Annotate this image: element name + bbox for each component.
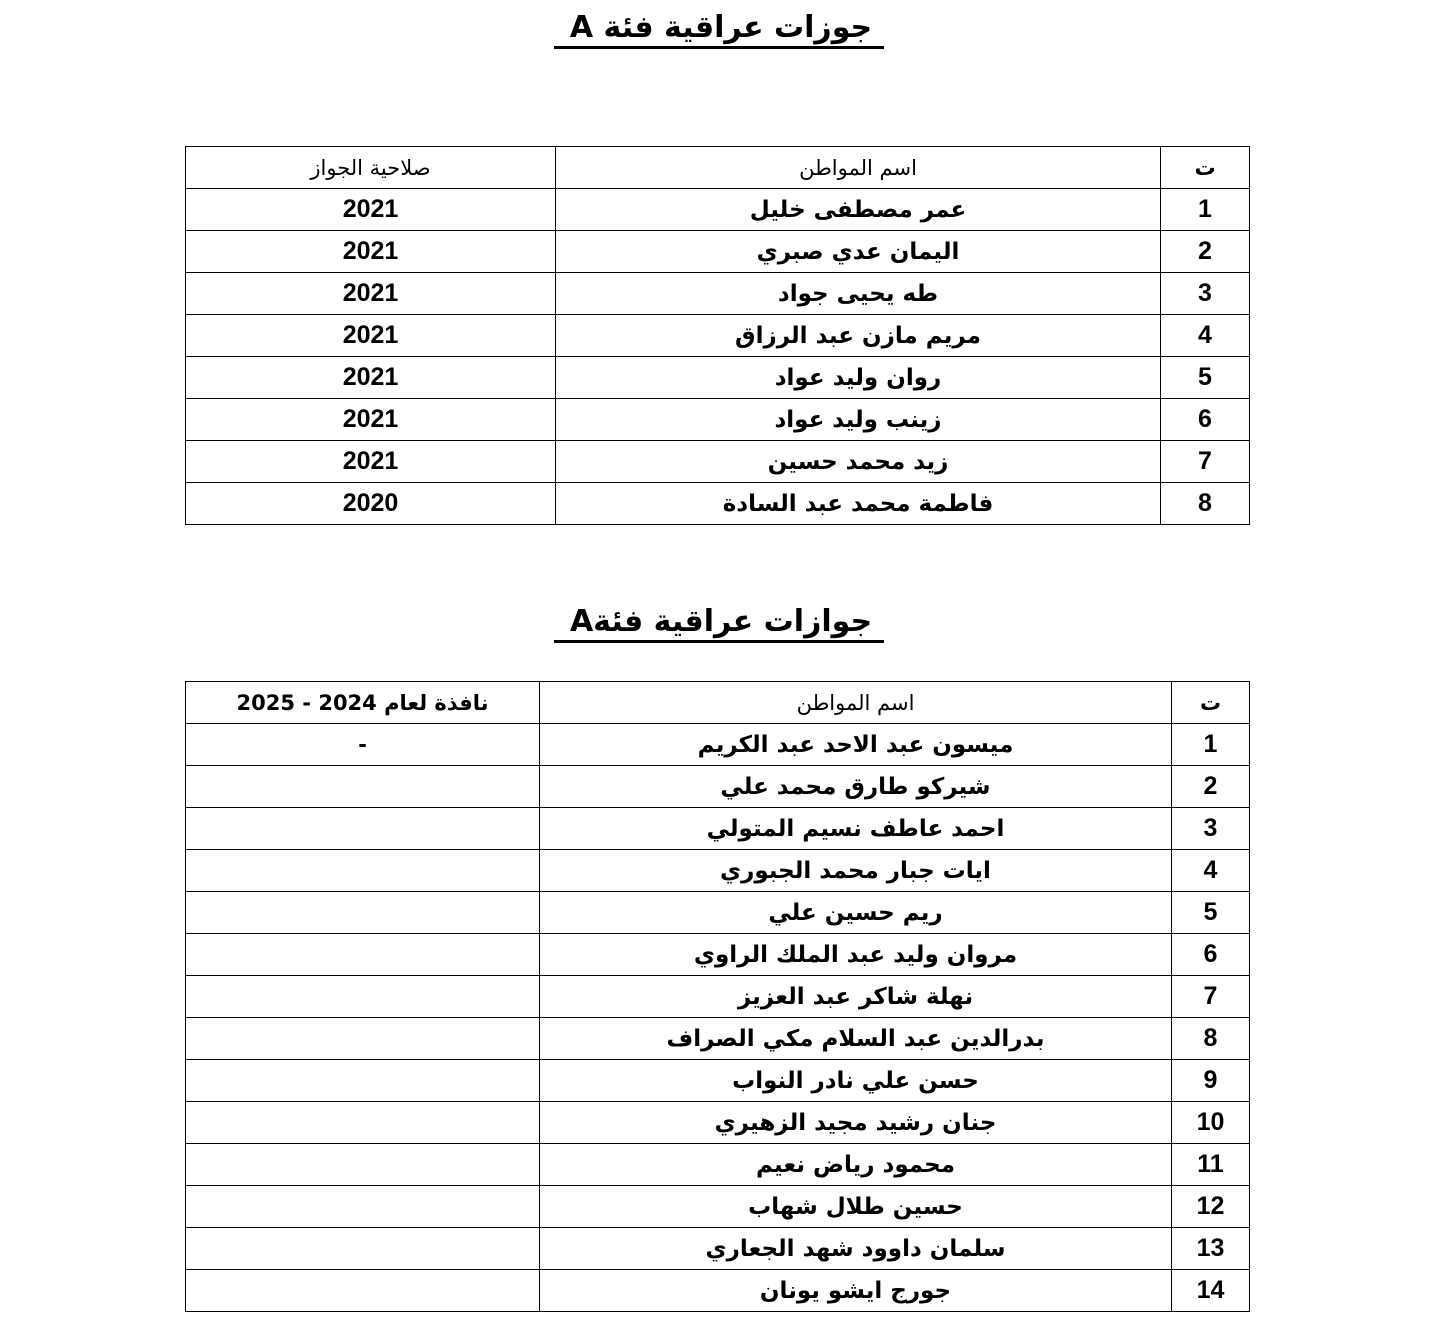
citizen-name: طه يحيى جواد — [556, 273, 1161, 315]
citizen-name: ريم حسين علي — [540, 892, 1172, 934]
row-index: 6 — [1161, 399, 1250, 441]
row-index: 7 — [1172, 976, 1250, 1018]
row-index: 9 — [1172, 1060, 1250, 1102]
window-value: - — [186, 724, 540, 766]
window-value — [186, 850, 540, 892]
table-row — [186, 483, 1250, 525]
window-value — [186, 1102, 540, 1144]
table-header-row — [186, 682, 1250, 724]
section1-title — [0, 10, 1438, 49]
citizen-name: ميسون عبد الاحد عبد الكريم — [540, 724, 1172, 766]
row-index: 13 — [1172, 1228, 1250, 1270]
citizen-name: عمر مصطفى خليل — [556, 189, 1161, 231]
passport-validity: 2021 — [186, 231, 556, 273]
citizen-name: زينب وليد عواد — [556, 399, 1161, 441]
citizen-name: مريم مازن عبد الرزاق — [556, 315, 1161, 357]
citizen-name: فاطمة محمد عبد السادة — [556, 483, 1161, 525]
table-row — [186, 1060, 1250, 1102]
window-value — [186, 766, 540, 808]
table-row — [186, 1186, 1250, 1228]
window-value — [186, 1186, 540, 1228]
header-index: ت — [1172, 682, 1250, 724]
row-index: 6 — [1172, 934, 1250, 976]
passport-validity: 2021 — [186, 189, 556, 231]
row-index: 4 — [1172, 850, 1250, 892]
table-row — [186, 1102, 1250, 1144]
header-name: اسم المواطن — [540, 682, 1172, 724]
window-value — [186, 1270, 540, 1312]
citizen-name: زيد محمد حسين — [556, 441, 1161, 483]
citizen-name: احمد عاطف نسيم المتولي — [540, 808, 1172, 850]
table-row — [186, 441, 1250, 483]
passport-validity: 2021 — [186, 273, 556, 315]
window-value — [186, 1060, 540, 1102]
citizen-name: ايات جبار محمد الجبوري — [540, 850, 1172, 892]
citizen-name: جنان رشيد مجيد الزهيري — [540, 1102, 1172, 1144]
section2-title-text: جوازات عراقية فئةA — [554, 604, 884, 643]
table-row — [186, 976, 1250, 1018]
window-value — [186, 808, 540, 850]
row-index: 3 — [1161, 273, 1250, 315]
window-value — [186, 1018, 540, 1060]
window-value — [186, 934, 540, 976]
table-row — [186, 231, 1250, 273]
table-header-row — [186, 147, 1250, 189]
citizen-name: نهلة شاكر عبد العزيز — [540, 976, 1172, 1018]
row-index: 4 — [1161, 315, 1250, 357]
table-row — [186, 766, 1250, 808]
row-index: 7 — [1161, 441, 1250, 483]
passport-validity: 2021 — [186, 315, 556, 357]
header-name: اسم المواطن — [556, 147, 1161, 189]
row-index: 14 — [1172, 1270, 1250, 1312]
row-index: 2 — [1172, 766, 1250, 808]
citizen-name: محمود رياض نعيم — [540, 1144, 1172, 1186]
section2-title — [0, 604, 1438, 643]
header-window: نافذة لعام 2024 - 2025 — [186, 682, 540, 724]
section1-title-text: جوزات عراقية فئة A — [554, 10, 884, 49]
citizen-name: روان وليد عواد — [556, 357, 1161, 399]
passport-validity: 2021 — [186, 441, 556, 483]
passport-validity: 2021 — [186, 357, 556, 399]
row-index: 3 — [1172, 808, 1250, 850]
citizen-name: جورج ايشو يونان — [540, 1270, 1172, 1312]
row-index: 12 — [1172, 1186, 1250, 1228]
row-index: 5 — [1161, 357, 1250, 399]
citizen-name: حسين طلال شهاب — [540, 1186, 1172, 1228]
passport-table-1 — [185, 146, 1250, 525]
row-index: 8 — [1172, 1018, 1250, 1060]
citizen-name: حسن علي نادر النواب — [540, 1060, 1172, 1102]
table-row — [186, 808, 1250, 850]
citizen-name: اليمان عدي صبري — [556, 231, 1161, 273]
window-value — [186, 1144, 540, 1186]
table-row — [186, 189, 1250, 231]
table-row — [186, 273, 1250, 315]
table-row — [186, 850, 1250, 892]
table-row — [186, 724, 1250, 766]
table-row — [186, 315, 1250, 357]
citizen-name: بدرالدين عبد السلام مكي الصراف — [540, 1018, 1172, 1060]
table-row — [186, 1270, 1250, 1312]
header-index: ت — [1161, 147, 1250, 189]
table-row — [186, 399, 1250, 441]
row-index: 1 — [1172, 724, 1250, 766]
citizen-name: مروان وليد عبد الملك الراوي — [540, 934, 1172, 976]
table-row — [186, 892, 1250, 934]
passport-validity: 2020 — [186, 483, 556, 525]
table-row — [186, 1144, 1250, 1186]
row-index: 11 — [1172, 1144, 1250, 1186]
passport-table-2 — [185, 681, 1250, 1312]
window-value — [186, 976, 540, 1018]
citizen-name: سلمان داوود شهد الجعاري — [540, 1228, 1172, 1270]
citizen-name: شيركو طارق محمد علي — [540, 766, 1172, 808]
table-row — [186, 1018, 1250, 1060]
row-index: 8 — [1161, 483, 1250, 525]
table-row — [186, 357, 1250, 399]
header-validity: صلاحية الجواز — [186, 147, 556, 189]
row-index: 1 — [1161, 189, 1250, 231]
table-row — [186, 934, 1250, 976]
row-index: 2 — [1161, 231, 1250, 273]
window-value — [186, 1228, 540, 1270]
window-value — [186, 892, 540, 934]
passport-validity: 2021 — [186, 399, 556, 441]
row-index: 10 — [1172, 1102, 1250, 1144]
row-index: 5 — [1172, 892, 1250, 934]
table-row — [186, 1228, 1250, 1270]
